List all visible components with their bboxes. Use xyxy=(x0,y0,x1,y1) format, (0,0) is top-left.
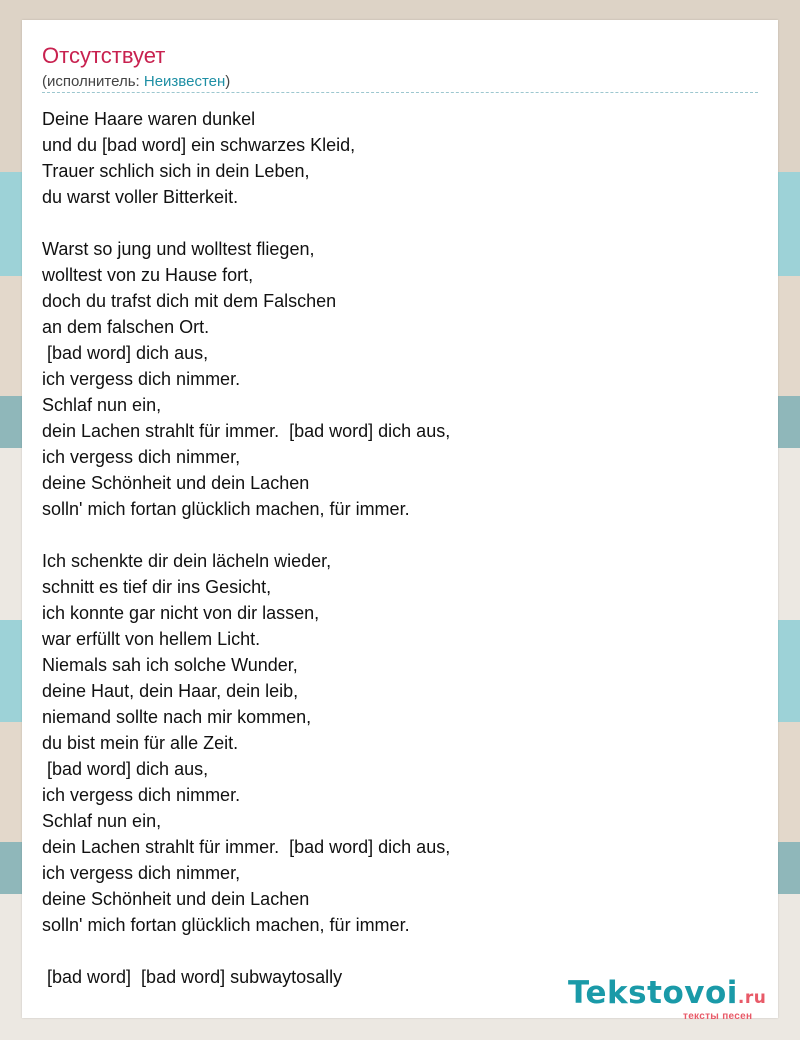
lyric-line: deine Schönheit und dein Lachen xyxy=(42,889,310,909)
lyric-line xyxy=(42,522,762,548)
artist-suffix: ) xyxy=(225,73,231,90)
lyric-line: dein Lachen strahlt für immer. [bad word] dich aus, xyxy=(42,421,451,441)
lyric-line: ich vergess dich nimmer. xyxy=(42,785,241,805)
lyric-line: schnitt es tief dir ins Gesicht, xyxy=(42,577,272,597)
lyric-line: solln' mich fortan glücklich machen, für immer. xyxy=(42,915,410,935)
lyric-line: Warst so jung und wolltest fliegen, xyxy=(42,239,315,259)
divider xyxy=(42,92,758,93)
lyric-line xyxy=(42,938,762,964)
lyric-line: Deine Haare waren dunkel xyxy=(42,109,256,129)
lyric-line: an dem falschen Ort. xyxy=(42,317,210,337)
lyric-line: du bist mein für alle Zeit. xyxy=(42,733,239,753)
lyric-line: ich vergess dich nimmer, xyxy=(42,863,241,883)
lyric-line: ich vergess dich nimmer. xyxy=(42,369,241,389)
lyric-line: solln' mich fortan glücklich machen, für immer. xyxy=(42,499,410,519)
lyric-line: deine Schönheit und dein Lachen xyxy=(42,473,310,493)
lyrics-text xyxy=(42,106,762,990)
lyric-line: dein Lachen strahlt für immer. [bad word] dich aus, xyxy=(42,837,451,857)
lyric-line: Ich schenkte dir dein lächeln wieder, xyxy=(42,551,332,571)
tekstovoi-logo[interactable] xyxy=(568,975,788,1035)
logo-tagline: тексты песен xyxy=(683,1011,753,1022)
song-title: Отсутствует xyxy=(42,43,166,68)
lyric-line: doch du trafst dich mit dem Falschen xyxy=(42,291,337,311)
lyric-line: Trauer schlich sich in dein Leben, xyxy=(42,161,310,181)
lyric-line xyxy=(42,210,762,236)
logo-main-text: Tekstovoi xyxy=(568,975,738,1011)
lyric-line: niemand sollte nach mir kommen, xyxy=(42,707,312,727)
logo-domain: .ru xyxy=(737,988,767,1008)
lyric-line: ich vergess dich nimmer, xyxy=(42,447,241,467)
lyric-line: wolltest von zu Hause fort, xyxy=(42,265,254,285)
lyric-line: [bad word] [bad word] subwaytosally xyxy=(42,967,343,987)
lyric-line: Schlaf nun ein, xyxy=(42,395,162,415)
lyric-line: war erfüllt von hellem Licht. xyxy=(42,629,261,649)
lyric-line: und du [bad word] ein schwarzes Kleid, xyxy=(42,135,356,155)
lyric-line: deine Haut, dein Haar, dein leib, xyxy=(42,681,299,701)
lyric-line: Schlaf nun ein, xyxy=(42,811,162,831)
lyric-line: [bad word] dich aus, xyxy=(42,759,209,779)
lyrics-card xyxy=(22,20,778,1022)
artist-link[interactable]: Неизвестен xyxy=(143,73,226,90)
lyric-line: ich konnte gar nicht von dir lassen, xyxy=(42,603,320,623)
lyric-line: [bad word] dich aus, xyxy=(42,343,209,363)
logo-wordmark xyxy=(568,975,766,1011)
artist-line xyxy=(42,72,230,92)
lyric-line: Niemals sah ich solche Wunder, xyxy=(42,655,298,675)
lyric-line: du warst voller Bitterkeit. xyxy=(42,187,239,207)
artist-prefix: (исполнитель: xyxy=(42,73,144,90)
